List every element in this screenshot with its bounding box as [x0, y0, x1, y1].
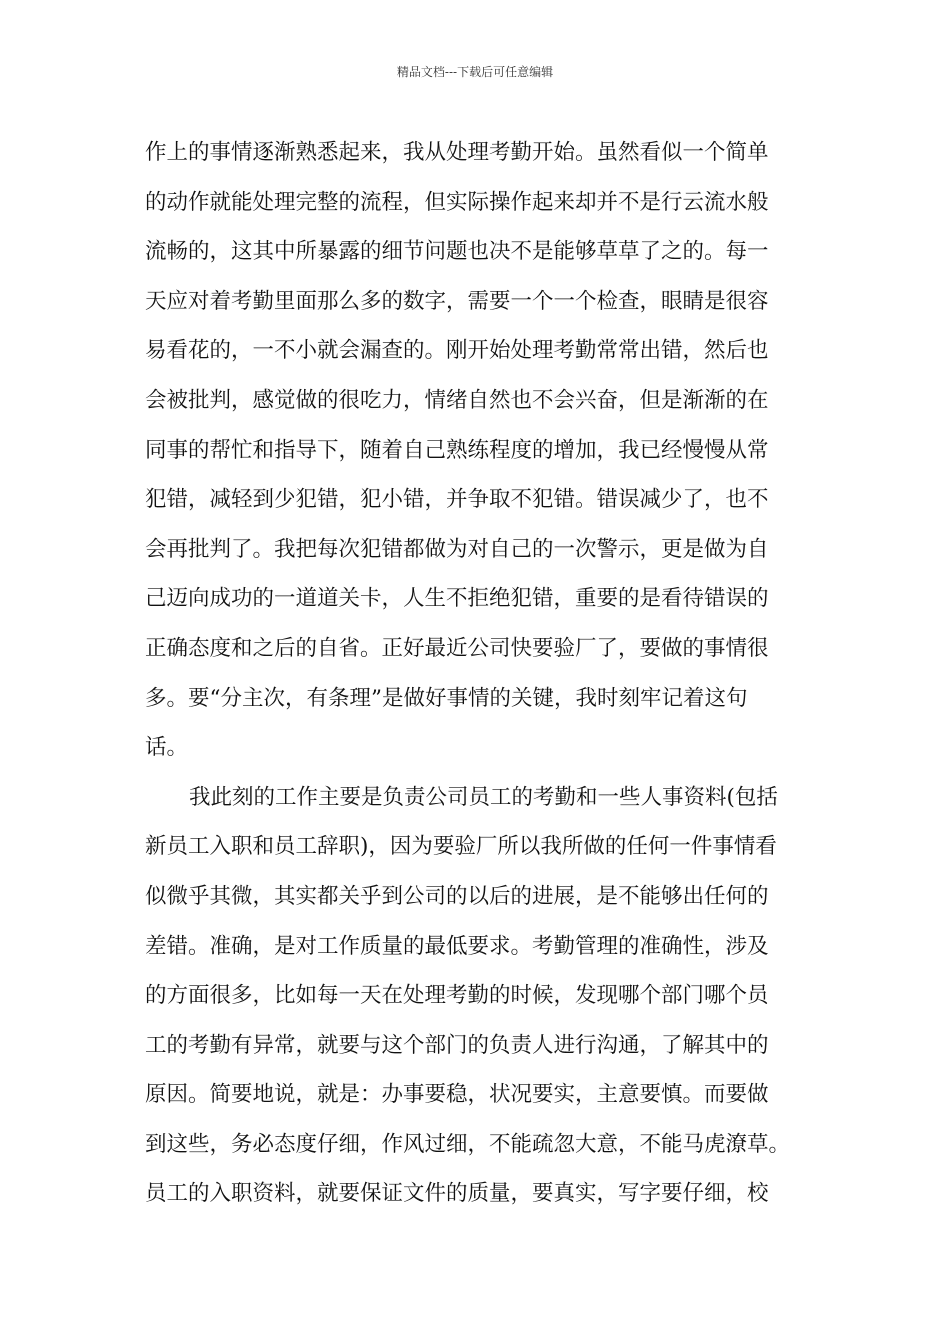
text-line: 的动作就能处理完整的流程，但实际操作起来却并不是行云流水般 [145, 189, 769, 215]
document-body [145, 128, 825, 1219]
text-line: 话。 [145, 735, 189, 761]
page-header: 精品文档---下载后可任意编辑 [396, 65, 554, 79]
text-line: 新员工入职和员工辞职)，因为要验厂所以我所做的任何一件事情看 [145, 834, 777, 860]
text-line: 我此刻的工作主要是负责公司员工的考勤和一些人事资料(包括 [189, 784, 778, 810]
text-line: 的方面很多，比如每一天在处理考勤的时候，发现哪个部门哪个员 [145, 983, 769, 1009]
text-line: 原因。简要地说，就是：办事要稳，状况要实，主意要慎。而要做 [145, 1082, 769, 1108]
text-line: 差错。准确，是对工作质量的最低要求。考勤管理的准确性，涉及 [145, 933, 769, 959]
text-line: 多。要“分主次，有条理”是做好事情的关键，我时刻牢记着这句 [145, 685, 748, 711]
text-line: 同事的帮忙和指导下，随着自己熟练程度的增加，我已经慢慢从常 [145, 437, 769, 463]
text-line: 己迈向成功的一道道关卡，人生不拒绝犯错，重要的是看待错误的 [145, 586, 769, 612]
text-line: 员工的入职资料，就要保证文件的质量，要真实，写字要仔细，校 [145, 1181, 769, 1207]
text-line: 会再批判了。我把每次犯错都做为对自己的一次警示，更是做为自 [145, 536, 769, 562]
paragraph-2 [145, 773, 825, 1219]
text-line: 易看花的，一不小就会漏查的。刚开始处理考勤常常出错，然后也 [145, 338, 769, 364]
text-line: 工的考勤有异常，就要与这个部门的负责人进行沟通，了解其中的 [145, 1032, 769, 1058]
text-line: 天应对着考勤里面那么多的数字，需要一个一个检查，眼睛是很容 [145, 288, 769, 314]
text-line: 会被批判，感觉做的很吃力，情绪自然也不会兴奋，但是渐渐的在 [145, 387, 769, 413]
text-line: 到这些，务必态度仔细，作风过细，不能疏忽大意，不能马虎潦草。 [145, 1131, 791, 1157]
text-line: 似微乎其微，其实都关乎到公司的以后的进展，是不能够出任何的 [145, 883, 769, 909]
text-line: 流畅的，这其中所暴露的细节问题也决不是能够草草了之的。每一 [145, 239, 769, 265]
paragraph-1 [145, 128, 825, 773]
text-line: 正确态度和之后的自省。正好最近公司快要验厂了，要做的事情很 [145, 635, 769, 661]
text-line: 作上的事情逐渐熟悉起来，我从处理考勤开始。虽然看似一个简单 [145, 140, 769, 165]
text-line: 犯错，减轻到少犯错，犯小错，并争取不犯错。错误减少了，也不 [145, 487, 769, 513]
